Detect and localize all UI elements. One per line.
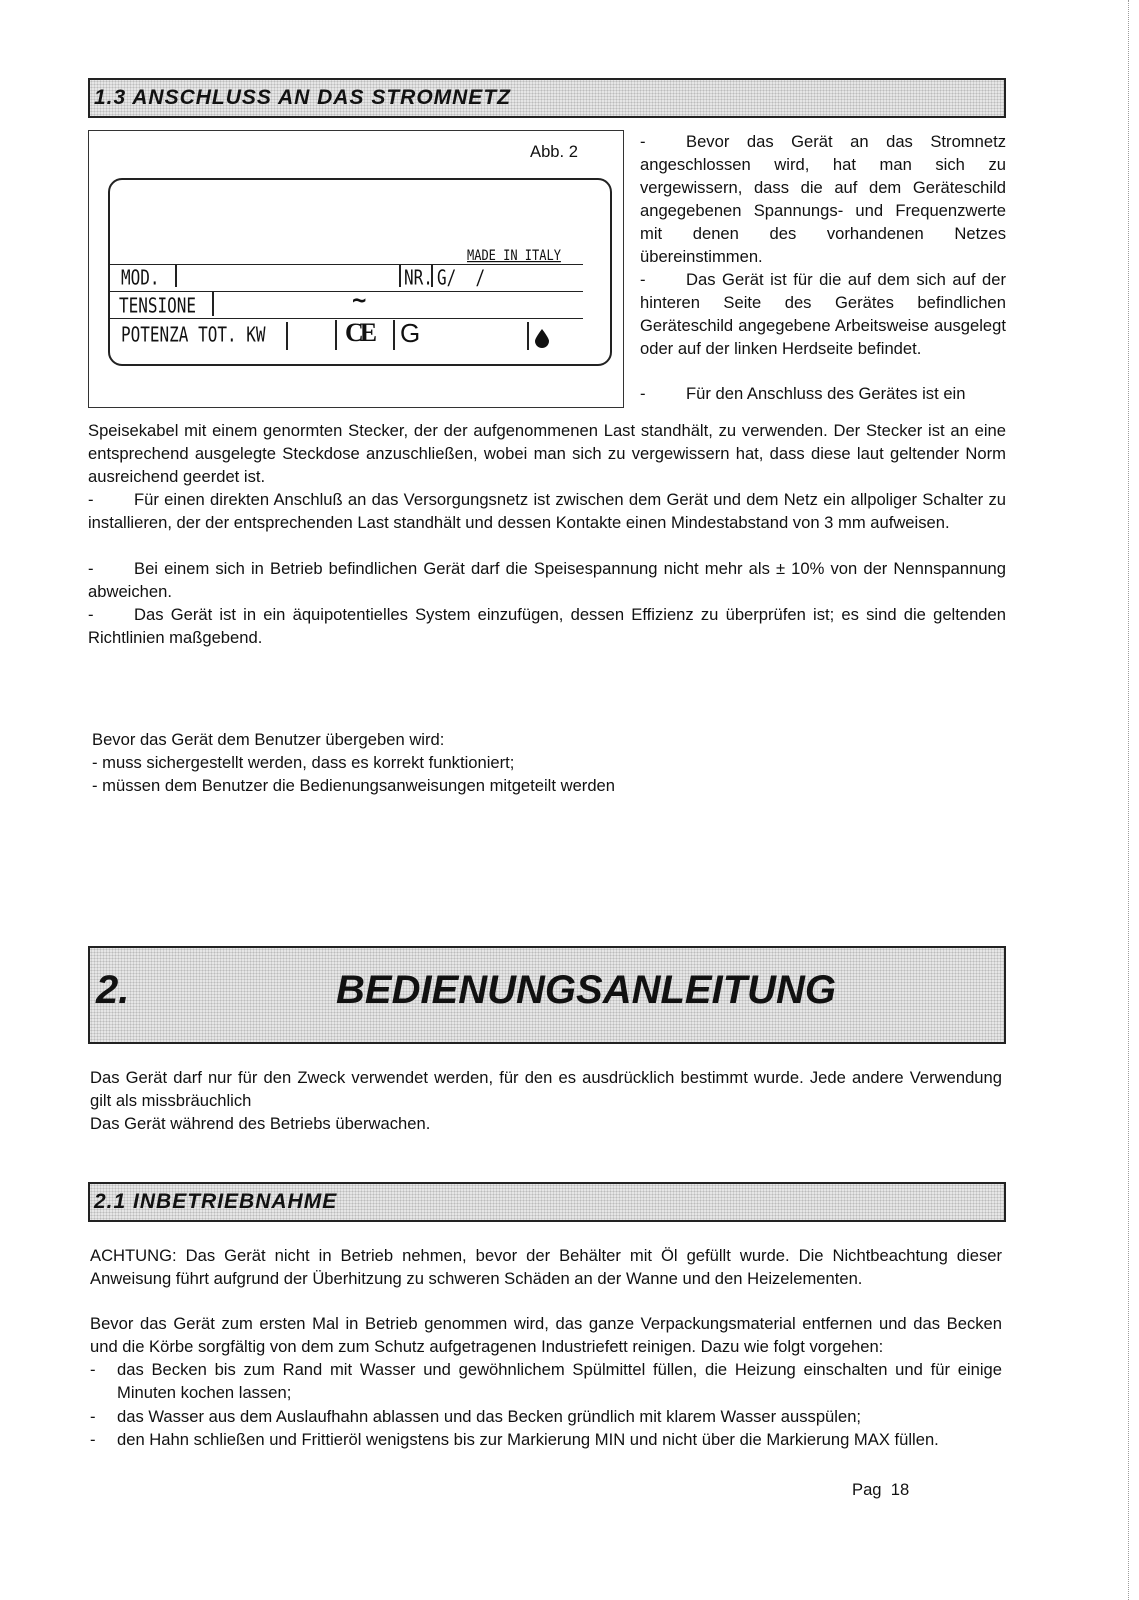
step-1: das Becken bis zum Rand mit Wasser und gewöhnlichem Spülmittel füllen, die Heizung einschalten und für einige Minuten kochen lassen; [117, 1360, 1002, 1402]
made-in-label: MADE IN ITALY [467, 246, 561, 264]
mod-divider [175, 265, 177, 287]
section-1-3-title: 1.3 ANSCHLUSS AN DAS STROMNETZ [94, 86, 511, 109]
drop-divider [527, 322, 529, 350]
col-paragraph-2: - Das Gerät ist für die auf dem sich auf der hinteren Seite des Gerätes befindlichen Geräteschild angegebene Arbeitsweise ausgelegt oder auf der linken Herdseite befindet. [640, 270, 1006, 358]
step-2: das Wasser aus dem Auslaufhahn ablassen und das Becken gründlich mit klarem Wasser ausspülen; [117, 1407, 862, 1426]
plate-rule-2 [108, 291, 583, 292]
handover-line-2: - muss sichergestellt werden, dass es korrekt funktioniert; [92, 753, 515, 772]
water-drop-icon [534, 328, 550, 348]
step-3-dash: - [90, 1430, 96, 1449]
section-2-title: BEDIENUNGSANLEITUNG [336, 968, 837, 1012]
power-label: POTENZA TOT. KW [121, 322, 266, 347]
prep-paragraph: Bevor das Gerät zum ersten Mal in Betrieb genommen wird, das ganze Verpackungsmaterial entfernen und das Becken und die Körbe sorgfältig von dem zum Schutz aufgetragenen Industriefett reinigen. Dazu wie folgt vorgehen: [90, 1314, 1002, 1356]
section-2-number: 2. [96, 968, 130, 1012]
wide-paragraph-4: - Das Gerät ist in ein äquipotentielles System einzufügen, dessen Effizienz zu überprüfen ist; es sind die geltenden Richtlinien maßgebend. [88, 605, 1006, 647]
handover-line-3: - müssen dem Benutzer die Bedienungsanweisungen mitgeteilt werden [92, 776, 616, 795]
step-2-dash: - [90, 1407, 96, 1426]
wide-paragraph-1: Speisekabel mit einem genormten Stecker, der der aufgenommenen Last standhält, zu verwenden. Der Stecker ist an eine entsprechend ausgelegte Steckdose anzuschließen, wobei man sich zu vergewissern hat, dass diese laut geltender Norm ausreichend geerdet ist. [88, 421, 1006, 486]
power-divider [286, 322, 288, 350]
scan-edge-line [1128, 0, 1130, 1600]
col-paragraph-1: - Bevor das Gerät an das Stromnetz angeschlossen wird, hat man sich zu vergewissern, dass die auf dem Geräteschild angegebenen Spannungs- und Frequenzwerte mit denen des vorhandenen Netzes übereinstimmen. [640, 132, 1006, 266]
ce-divider [335, 320, 337, 350]
nr-label: NR. [404, 265, 433, 290]
step-3: den Hahn schließen und Frittieröl wenigstens bis zur Markierung MIN und nicht über die Markierung MAX füllen. [117, 1430, 939, 1449]
g-divider [393, 320, 395, 350]
section-2-1-title: 2.1 INBETRIEBNAHME [94, 1190, 338, 1213]
tension-divider [212, 292, 214, 316]
mod-label: MOD. [121, 265, 160, 290]
tilde-symbol: ~ [352, 286, 367, 314]
ce-mark: CE [345, 318, 374, 347]
plate-rule-1 [108, 264, 583, 265]
nr-value: G/ / [437, 265, 486, 290]
wide-paragraph-2: - Für einen direkten Anschluß an das Versorgungsnetz ist zwischen dem Gerät und dem Netz ein allpoliger Schalter zu installieren, der der entsprechenden Last standhält und dessen Kontakte einen Mindestabstand von 3 mm aufweisen. [88, 490, 1006, 532]
section-2-intro-2: Das Gerät während des Betriebs überwachen. [90, 1114, 431, 1133]
figure-caption: Abb. 2 [530, 142, 578, 161]
col-paragraph-3: - Für den Anschluss des Gerätes ist ein [640, 384, 966, 403]
step-1-dash: - [90, 1360, 96, 1379]
wide-paragraph-3: - Bei einem sich in Betrieb befindlichen Gerät darf die Speisespannung nicht mehr als ± 10% von der Nennspannung abweichen. [88, 559, 1006, 601]
g-mark: G [400, 318, 421, 348]
section-2-intro-1: Das Gerät darf nur für den Zweck verwendet werden, für den es ausdrücklich bestimmt wurde. Jede andere Verwendung gilt als missbräuchlich [90, 1068, 1002, 1110]
warning-paragraph: ACHTUNG: Das Gerät nicht in Betrieb nehmen, bevor der Behälter mit Öl gefüllt wurde. Die Nichtbeachtung dieser Anweisung führt aufgrund der Überhitzung zu schweren Schäden an der Wanne und den Heizelementen. [90, 1246, 1002, 1288]
handover-line-1: Bevor das Gerät dem Benutzer übergeben wird: [92, 730, 445, 749]
nr-divider-left [399, 265, 401, 287]
nr-divider-right [431, 265, 433, 287]
page-number: Pag 18 [852, 1480, 910, 1499]
tension-label: TENSIONE [119, 293, 197, 318]
